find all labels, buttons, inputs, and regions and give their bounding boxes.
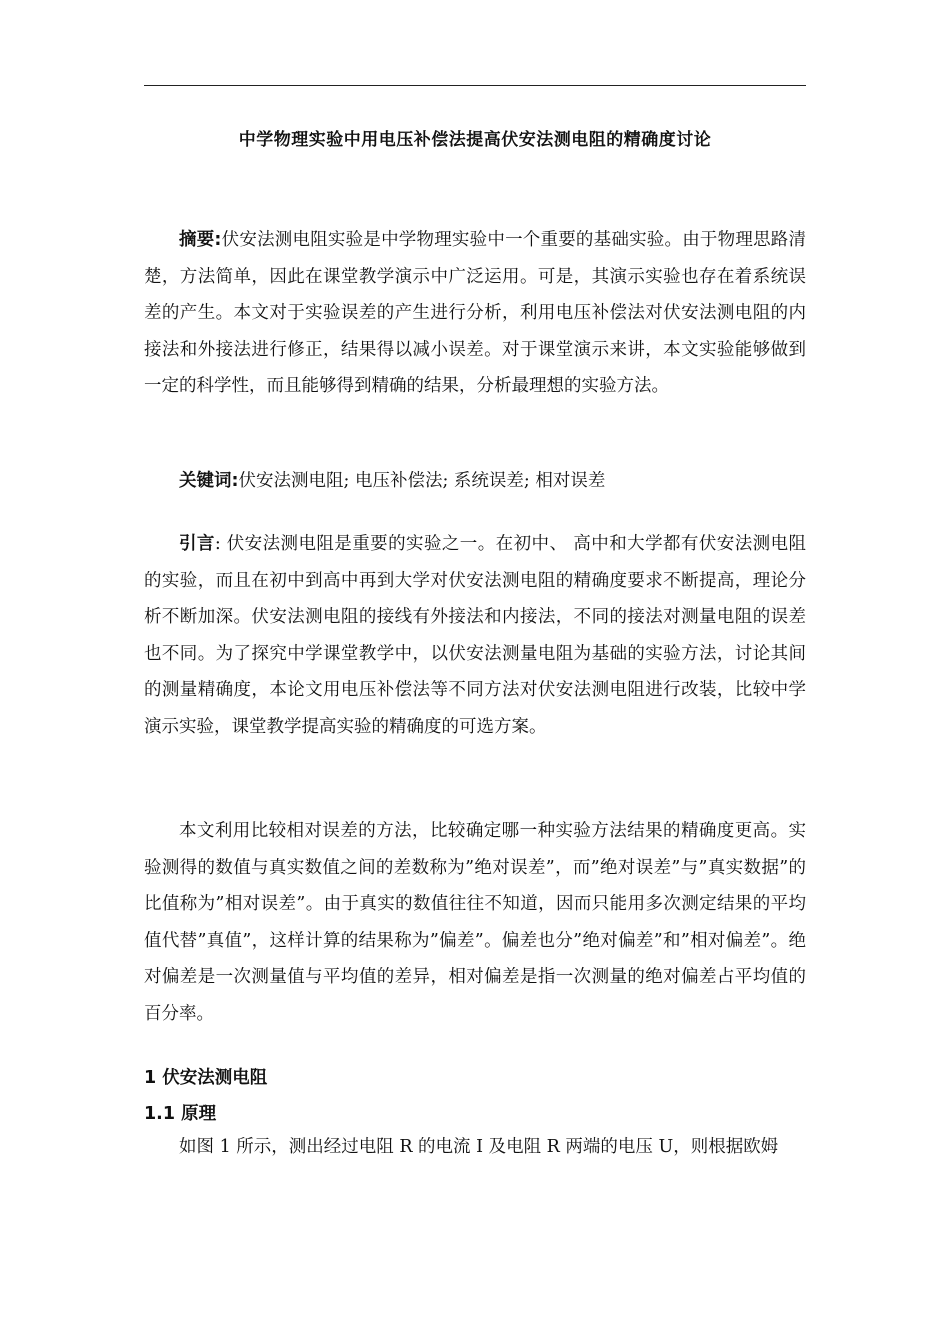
intro-paragraph bbox=[144, 526, 806, 745]
intro-label: 引言 bbox=[179, 534, 215, 554]
principle-paragraph: 如图 1 所示，测出经过电阻 R 的电流 I 及电阻 R 两端的电压 U，则根据欧姆 bbox=[179, 1137, 779, 1157]
header-rule bbox=[144, 85, 806, 86]
error-definition-paragraph: 本文利用比较相对误差的方法，比较确定哪一种实验方法结果的精确度更高。实验测得的数值与真实数值之间的差数称为”绝对误差”，而”绝对误差”与”真实数据”的比值称为”相对误差”。由于真实的数值往往不知道，因而只能用多次测定结果的平均值代替”真值”，这样计算的结果称为”偏差”。偏差也分”绝对偏差”和”相对偏差”。绝对偏差是一次测量值与平均值的差异，相对偏差是指一次测量的绝对偏差占平均值的百分率。 bbox=[144, 821, 806, 1024]
abstract-label: 摘要: bbox=[179, 230, 222, 250]
intro-text: : 伏安法测电阻是重要的实验之一。在初中、 高中和大学都有伏安法测电阻的实验，而且在初中到高中再到大学对伏安法测电阻的精确度要求不断提高，理论分析不断加深。伏安法测电阻的接线有外接法和内接法，不同的接法对测量电阻的误差也不同。为了探究中学课堂教学中，以伏安法测量电阻为基础的实验方法，讨论其间的测量精确度，本论文用电压补偿法等不同方法对伏安法测电阻进行改装，比较中学演示实验，课堂教学提高实验的精确度的可选方案。 bbox=[144, 534, 806, 737]
abstract-text: 伏安法测电阻实验是中学物理实验中一个重要的基础实验。由于物理思路清楚，方法简单，因此在课堂教学演示中广泛运用。可是，其演示实验也存在着系统误差的产生。本文对于实验误差的产生进行分析，利用电压补偿法对伏安法测电阻的内接法和外接法进行修正，结果得以减小误差。对于课堂演示来讲，本文实验能够做到一定的科学性，而且能够得到精确的结果，分析最理想的实验方法。 bbox=[144, 230, 807, 396]
section-heading-1: 1 伏安法测电阻 bbox=[144, 1068, 268, 1088]
document-title: 中学物理实验中用电压补偿法提高伏安法测电阻的精确度讨论 bbox=[238, 130, 712, 150]
keywords-label: 关键词: bbox=[179, 471, 239, 491]
section-heading-1-1: 1.1 原理 bbox=[144, 1104, 217, 1124]
abstract-paragraph bbox=[144, 222, 806, 405]
keywords-paragraph bbox=[144, 463, 806, 500]
keywords-text: 伏安法测电阻; 电压补偿法; 系统误差; 相对误差 bbox=[238, 471, 606, 491]
